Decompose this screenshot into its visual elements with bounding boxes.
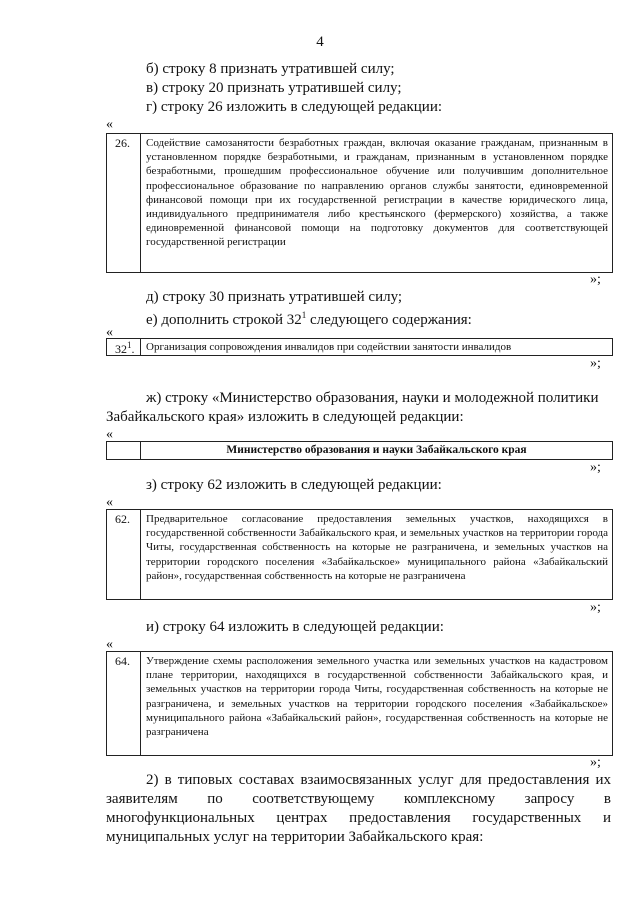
row-number: 62.	[107, 510, 141, 599]
close-quote: »;	[590, 460, 601, 475]
close-quote: »;	[590, 755, 601, 770]
item-e-sup: 1	[301, 310, 307, 320]
final-paragraph: 2) в типовых составах взаимосвязанных услуг для предоставления их заявителям по соответствующему комплексному запросу в многофункциональных центрах предоставления государственных и муниципальных услуг на территории Забайкальского края:	[106, 772, 611, 845]
item-b: б) строку 8 признать утратившей силу;	[146, 61, 395, 77]
open-quote: «	[106, 427, 113, 442]
item-zh-line1: ж) строку «Министерство образования, науки и молодежной политики	[146, 390, 599, 406]
item-e-suffix: следующего содержания:	[306, 312, 472, 328]
open-quote: «	[106, 495, 113, 510]
row-number-main: 32	[115, 342, 127, 356]
item-d: д) строку 30 признать утратившей силу;	[146, 289, 403, 305]
close-quote: »;	[590, 356, 601, 371]
table-row-62	[106, 509, 613, 600]
item-e-prefix: е) дополнить строкой 32	[146, 312, 302, 328]
item-i: и) строку 64 изложить в следующей редакции:	[146, 619, 444, 635]
page-number: 4	[316, 34, 324, 50]
table-row-ministry	[106, 441, 613, 460]
row-number-dot: .	[131, 342, 135, 356]
item-e	[146, 306, 472, 330]
close-quote: »;	[590, 600, 601, 615]
row-number	[107, 339, 141, 355]
row-number: 26.	[107, 134, 141, 272]
row-text: Утверждение схемы расположения земельного участка или земельных участков на кадастровом плане территории, находящихся в государственной собственности Забайкальского края, и земельных участков на территории города Читы, государственная собственность на которые не разграничена, и земельных участков на территории городского поселения «Забайкальское» муниципального района «Забайкальский район», государственная собственность на которые не разграничена	[146, 655, 608, 739]
table-row-26	[106, 133, 613, 273]
item-z: з) строку 62 изложить в следующей редакции:	[146, 477, 442, 493]
item-v: в) строку 20 признать утратившей силу;	[146, 80, 402, 96]
open-quote: «	[106, 325, 113, 340]
table-row-64	[106, 651, 613, 756]
table-row-32-1	[106, 338, 613, 356]
ministry-title: Министерство образования и науки Забайкальского края	[226, 444, 527, 456]
open-quote: «	[106, 637, 113, 652]
row-number-sup: 1	[127, 340, 132, 350]
row-number: 64.	[107, 652, 141, 755]
row-text: Организация сопровождения инвалидов при содействии занятости инвалидов	[146, 341, 512, 353]
close-quote: »;	[590, 272, 601, 287]
item-g: г) строку 26 изложить в следующей редакции:	[146, 99, 443, 115]
row-number-empty	[107, 442, 141, 459]
item-zh-line2: Забайкальского края» изложить в следующей редакции:	[106, 409, 464, 425]
open-quote: «	[106, 117, 113, 132]
row-text: Содействие самозанятости безработных граждан, включая оказание гражданам, признанным в установленном порядке безработными, и гражданам, признанным в установленном порядке безработными, прошедшим профессиональное обучение или получившим дополнительное профессиональное образование по направлению органов службы занятости, единовременной финансовой помощи при их государственной регистрации в качестве юридического лица, индивидуального предпринимателя либо крестьянского (фермерского) хозяйства, а также единовременной финансовой помощи на подготовку документов для соответствующей государственной регистрации	[146, 137, 608, 249]
row-text: Предварительное согласование предоставления земельных участков, находящихся в государственной собственности Забайкальского края, и земельных участков на территории города Читы, государственная собственность на которые не разграничена, и земельных участков на территории городского поселения «Забайкальское» муниципального района «Забайкальский район», государственная собственность на которые не разграничена	[146, 513, 608, 582]
